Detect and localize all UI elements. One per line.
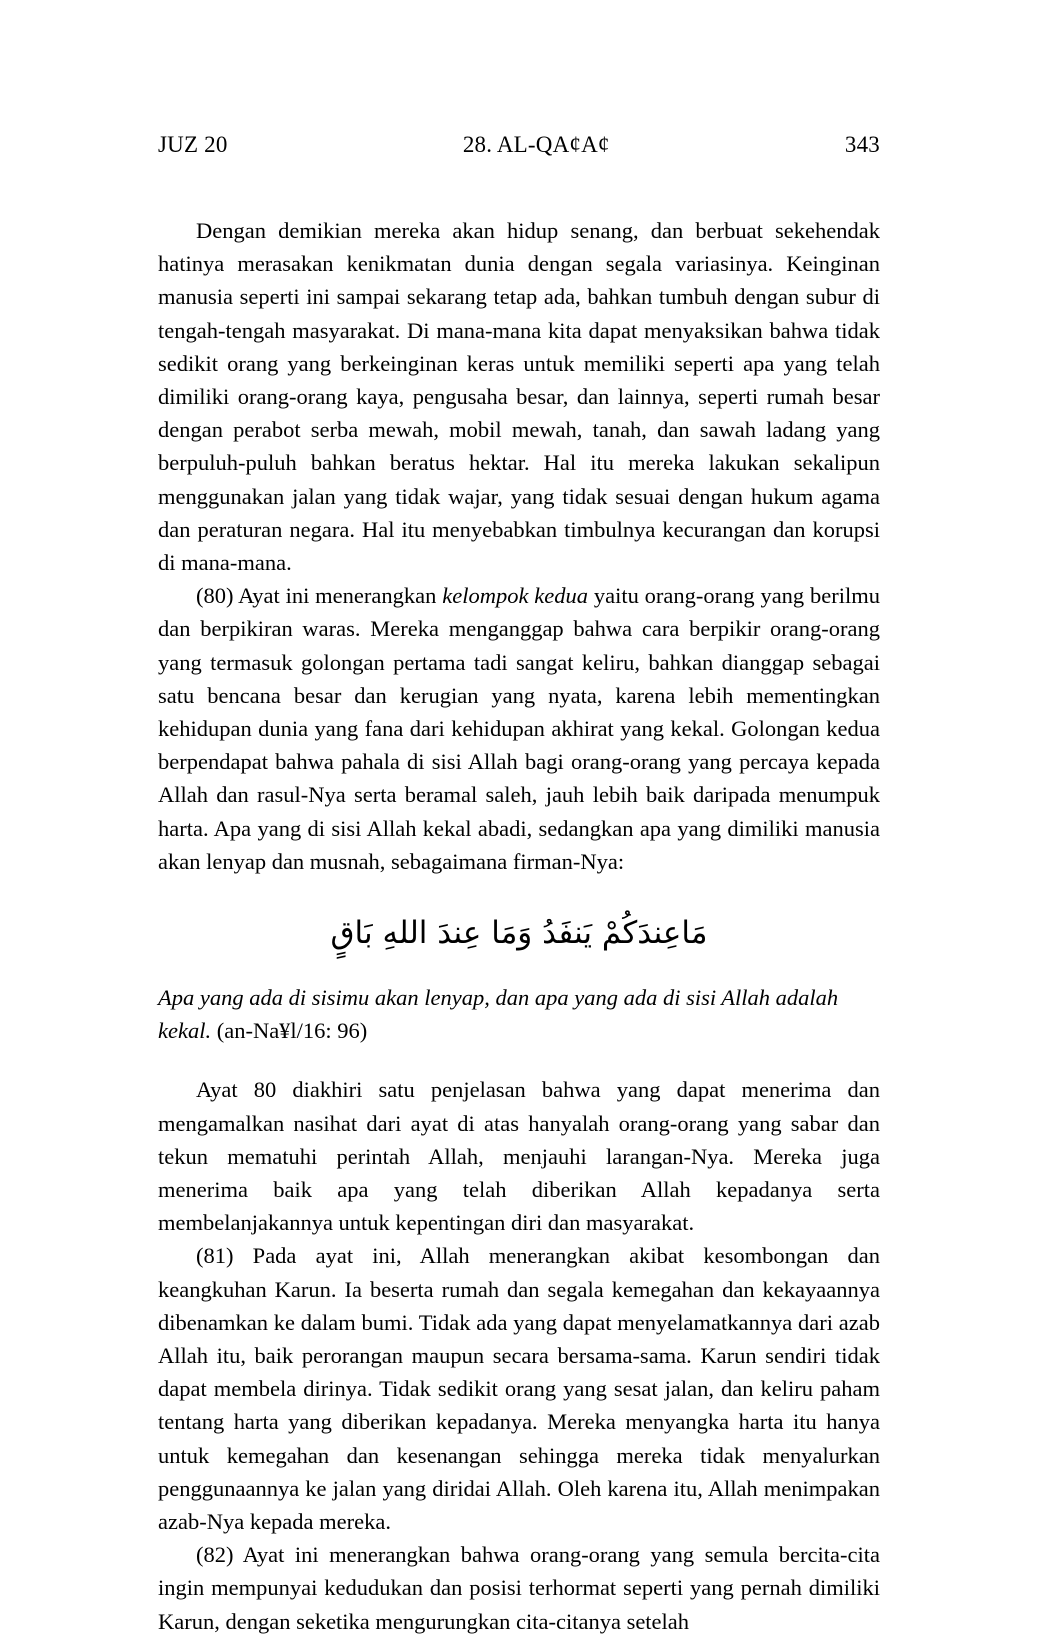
spacer <box>158 1047 880 1073</box>
quran-verse-arabic: مَاعِندَكُمْ يَنفَدُ وَمَا عِندَ اللهِ بَاقٍ <box>330 915 708 952</box>
verse-translation <box>158 981 880 1047</box>
paragraph-2-part-b: yaitu orang-orang yang berilmu dan berpikiran waras. Mereka menganggap bahwa cara berpikir orang-orang yang termasuk golongan pertama tadi sangat keliru, bahkan dianggap sebagai satu bencana besar dan kerugian yang nyata, karena lebih mementingkan kehidupan dunia yang fana dari kehidupan akhirat yang kekal. Golongan kedua berpendapat bahwa pahala di sisi Allah bagi orang-orang yang percaya kepada Allah dan rasul-Nya serta beramal saleh, jauh lebih baik daripada menumpuk harta. Apa yang di sisi Allah kekal abadi, sedangkan apa yang dimiliki manusia akan lenyap dan musnah, sebagaimana firman-Nya: <box>158 583 881 874</box>
paragraph-5: (82) Ayat ini menerangkan bahwa orang-orang yang semula bercita-cita ingin mempunyai kedudukan dan posisi terhormat seperti yang pernah dimiliki Karun, dengan seketika mengurungkan cita-citanya setelah <box>158 1542 880 1634</box>
paragraph-2-part-a: (80) Ayat ini menerangkan <box>196 583 443 609</box>
verse-translation-text: Apa yang ada di sisimu akan lenyap, dan apa yang ada di sisi Allah adalah kekal. <box>158 984 839 1044</box>
page-header <box>158 132 880 158</box>
paragraph-2 <box>158 579 880 878</box>
paragraph-2-emphasis: kelompok kedua <box>442 583 588 609</box>
paragraph-3: Ayat 80 diakhiri satu penjelasan bahwa yang dapat menerima dan mengamalkan nasihat dari ayat di atas hanyalah orang-orang yang sabar dan tekun mematuhi perintah Allah, menjauhi larangan-Nya. Mereka juga menerima baik apa yang telah diberikan Allah kepadanya serta membelanjakannya untuk kepentingan diri dan masyarakat. <box>158 1077 880 1236</box>
header-juz: JUZ 20 <box>158 132 228 157</box>
paragraph-4: (81) Pada ayat ini, Allah menerangkan akibat kesombongan dan keangkuhan Karun. Ia beserta rumah dan segala kemegahan dan kekayaannya dibenamkan ke dalam bumi. Tidak ada yang dapat menyelamatkannya dari azab Allah itu, baik perorangan maupun secara bersama-sama. Karun sendiri tidak dapat membela dirinya. Tidak sedikit orang yang sesat jalan, dan keliru paham tentang harta yang diberikan kepadanya. Mereka menyangka harta itu hanya untuk kemegahan dan kesenangan sehingga mereka tidak menyalurkan penggunaannya ke jalan yang diridai Allah. Oleh karena itu, Allah menimpakan azab-Nya kepada mereka. <box>158 1243 880 1534</box>
page-number: 343 <box>844 132 880 157</box>
verse-translation-reference: (an-Na¥l/16: 96) <box>211 1018 368 1044</box>
paragraph-1: Dengan demikian mereka akan hidup senang, dan berbuat sekehendak hatinya merasakan kenikmatan dunia dengan segala variasinya. Keinginan manusia seperti ini sampai sekarang tetap ada, bahkan tumbuh dengan subur di tengah-tengah masyarakat. Di mana-mana kita dapat menyaksikan bahwa tidak sedikit orang yang berkeinginan keras untuk memiliki seperti apa yang telah dimiliki orang-orang kaya, pengusaha besar, dan lainnya, seperti rumah besar dengan perabot serba mewah, mobil mewah, tanah, dan sawah ladang yang berpuluh-puluh bahkan beratus hektar. Hal itu mereka lakukan sekalipun menggunakan jalan yang tidak wajar, yang tidak sesuai dengan hukum agama dan peraturan negara. Hal itu menyebabkan timbulnya kecurangan dan korupsi di mana-mana. <box>158 218 880 576</box>
header-surah-title: 28. AL-QA¢A¢ <box>462 132 610 157</box>
page-content <box>158 132 880 1638</box>
